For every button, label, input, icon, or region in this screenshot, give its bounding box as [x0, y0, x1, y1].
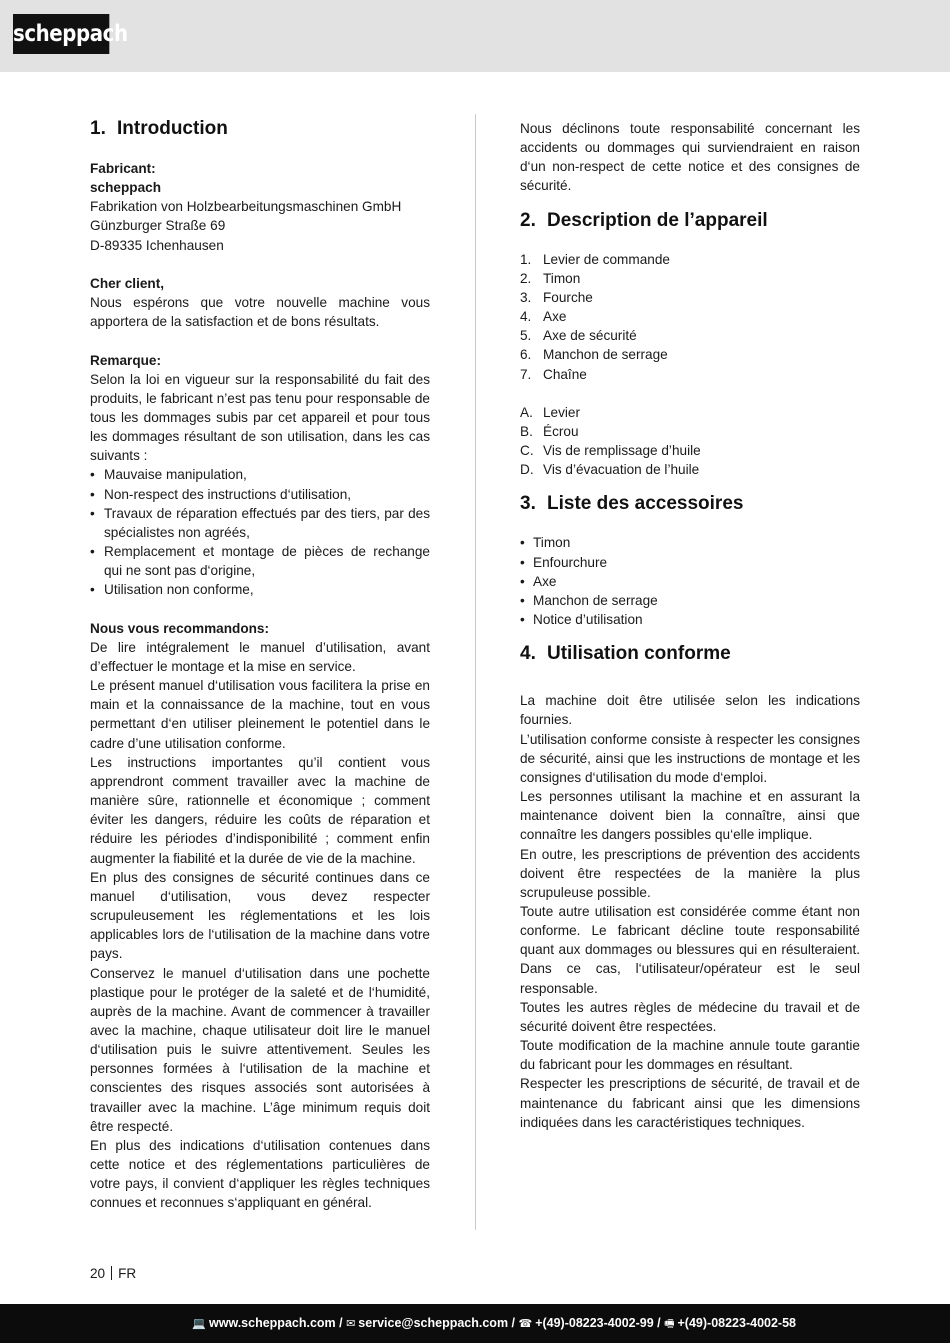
fax-icon: 🖷 — [664, 1318, 675, 1330]
liability-exclusion-list — [90, 465, 430, 599]
list-item: 5. Axe de sécurité — [520, 328, 637, 344]
paragraph: De lire intégralement le manuel d’utilisation, avant d’effectuer le montage et la mise en service. — [90, 639, 430, 675]
list-item: • Timon — [520, 535, 571, 551]
list-item: 2. Timon — [520, 270, 581, 286]
fabricant-label: Fabricant: — [90, 161, 156, 176]
paragraph: Toute modification de la machine annule toute garantie du fabricant pour les dommages en résultant. — [520, 1038, 860, 1073]
remarque-label: Remarque: — [90, 352, 162, 368]
paragraph: La machine doit être utilisée selon les indications fournies. — [520, 693, 860, 728]
list-item: 1. Levier de commande — [520, 251, 670, 267]
address-line: Günzburger Straße 69 — [90, 218, 226, 234]
list-item: 6. Manchon de serrage — [520, 347, 668, 363]
greeting-text: Nous espérons que votre nouvelle machine vous apportera de la satisfaction et de bons résultats. — [90, 295, 430, 330]
cher-client-label: Cher client, — [90, 275, 165, 291]
address-line: D-89335 Ichenhausen — [90, 237, 224, 253]
paragraph: Conservez le manuel d‘utilisation dans une pochette plastique pour le protéger de la saleté et de l‘humidité, auprès de la machine. Avant de commencer à travailler avec la machine, chaque utilisateur doit lire le manuel d‘utilisation puis le suivre attentivement. Seules les personnes formées à l‘utilisation de la machine et conscientes des risques associés sont autorisées à travailler avec la machine. L’âge minimum requis doit être respecté. — [90, 965, 430, 1134]
left-column — [90, 118, 430, 1213]
fax-number: +(49)-08223-4002-58 — [677, 1316, 796, 1330]
disclaimer-text: Nous déclinons toute responsabilité concernant les accidents ou dommages qui surviendraient en raison d‘un non-respect de cette notice et des consignes de sécurité. — [520, 121, 860, 194]
section-heading-description: 2. Description de l’appareil — [520, 209, 768, 231]
list-item: • Remplacement et montage de pièces de rechange qui ne sont pas d‘origine, — [90, 542, 430, 580]
list-item: • Axe — [520, 573, 557, 589]
website-link[interactable]: www.scheppach.com — [209, 1316, 336, 1330]
intended-use-block — [520, 691, 860, 1132]
paragraph: Le présent manuel d‘utilisation vous facilitera la prise en main et la connaissance de la machine, tout en vous permettant d‘en utiliser pleinement le potentiel dans le cadre d’une utilisation conforme. — [90, 678, 430, 751]
list-item: A. Levier — [520, 404, 581, 420]
remark-block — [90, 351, 430, 600]
list-item: 3. Fourche — [520, 289, 593, 305]
parts-numbered-list — [520, 250, 860, 384]
list-item: B. Écrou — [520, 424, 579, 440]
manufacturer-block — [90, 159, 430, 255]
list-item: C. Vis de remplissage d’huile — [520, 443, 701, 459]
paragraph: Toutes les autres règles de médecine du travail et de sécurité doivent être respectées. — [520, 999, 860, 1034]
scheppach-logo: scheppach — [13, 14, 109, 54]
email-link[interactable]: service@scheppach.com — [358, 1316, 509, 1330]
greeting-block — [90, 274, 430, 331]
list-item: D. Vis d’évacuation de l’huile — [520, 462, 700, 478]
paragraph: Les instructions importantes qu’il contient vous apprendront comment travailler avec la machine de manière sûre, rationnelle et économique ; comment éviter les dangers, réduire les coûts de réparation et réduire les périodes d’indisponibilité ; comment enfin augmenter la fiabilité et la durée de vie de la machine. — [90, 754, 430, 866]
list-item: • Enfourchure — [520, 554, 608, 570]
fabricant-name: scheppach — [90, 180, 162, 196]
list-item: • Mauvaise manipulation, — [90, 465, 430, 484]
paragraph: Respecter les prescriptions de sécurité, de travail et de maintenance du fabricant ainsi que les dimensions indiquées dans les caractéristiques techniques. — [520, 1076, 860, 1130]
envelope-icon: ✉ — [346, 1318, 356, 1330]
accessories-list — [520, 533, 860, 629]
paragraph: En outre, les prescriptions de prévention des accidents doivent être respectées de la manière la plus scrupuleuse possible. — [520, 846, 860, 900]
list-item: • Manchon de serrage — [520, 592, 658, 608]
page-footer: 💻 www.scheppach.com / ✉ service@scheppach.com / ☎ +(49)-08223-4002-99 / 🖷 +(49)-08223-4002-58 — [0, 1304, 950, 1343]
monitor-icon: 💻 — [192, 1318, 206, 1330]
paragraph: Les personnes utilisant la machine et en assurant la maintenance doivent bien la connaître, ainsi que connaître les dangers possibles qu‘elle implique. — [520, 789, 860, 843]
column-divider — [475, 114, 476, 1230]
section-heading-introduction: 1. Introduction — [90, 118, 228, 139]
page-number: 20 FR — [90, 1266, 137, 1281]
right-column — [520, 119, 860, 1132]
section-heading-intended-use: 4. Utilisation conforme — [520, 643, 731, 665]
list-item: 7. Chaîne — [520, 366, 587, 382]
phone-number: +(49)-08223-4002-99 — [535, 1316, 654, 1330]
parts-lettered-list — [520, 403, 860, 480]
list-item: • Travaux de réparation effectués par des tiers, par des spécialistes non agréés, — [90, 504, 430, 542]
telephone-icon: ☎ — [518, 1318, 533, 1330]
list-item: • Non-respect des instructions d‘utilisation, — [90, 485, 430, 504]
recommandons-label: Nous vous recommandons: — [90, 620, 270, 636]
remarque-text: Selon la loi en vigueur sur la responsabilité du fait des produits, le fabricant n’est pas tenu pour responsable de tous les dommages subis par cet appareil et pour tous les dommages résultant de son utilisation, dans les cas suivants : — [90, 371, 430, 464]
address-line: Fabrikation von Holzbearbeitungsmaschinen GmbH — [90, 199, 402, 215]
recommendations-block — [90, 619, 430, 1213]
paragraph: L’utilisation conforme consiste à respecter les consignes de sécurité, ainsi que les instructions de montage et les consignes d‘utilisation du mode d‘emploi. — [520, 731, 860, 785]
paragraph: En plus des consignes de sécurité continues dans ce manuel d‘utilisation, vous devez respecter scrupuleusement les réglementations et les lois applicables lors de l‘utilisation de la machine dans votre pays. — [90, 869, 430, 962]
paragraph: En plus des indications d‘utilisation contenues dans cette notice et des réglementations particulières de votre pays, il convient d‘appliquer les règles techniques connues et reconnues s‘appliquant en général. — [90, 1137, 430, 1211]
list-item: 4. Axe — [520, 309, 567, 325]
page-header — [0, 0, 950, 72]
paragraph: Toute autre utilisation est considérée comme étant non conforme. Le fabricant décline toute responsabilité quant aux dommages ou blessures qui en résulteraient. Dans ce cas, l‘utilisateur/opérateur est le seul responsable. — [520, 903, 860, 996]
section-heading-accessories: 3. Liste des accessoires — [520, 493, 744, 515]
list-item: • Utilisation non conforme, — [90, 580, 430, 599]
list-item: • Notice d’utilisation — [520, 612, 643, 628]
